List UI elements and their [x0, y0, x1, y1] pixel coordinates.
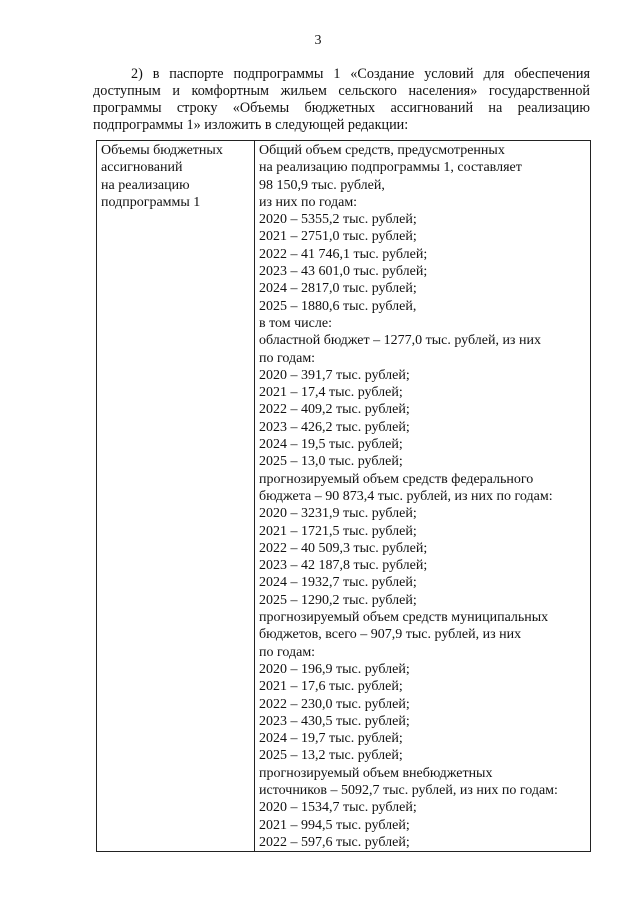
value-line: 2021 – 17,6 тыс. рублей; — [259, 679, 403, 695]
value-line: 2023 – 42 187,8 тыс. рублей; — [259, 558, 428, 574]
value-line: 2023 – 426,2 тыс. рублей; — [259, 419, 410, 435]
value-line: из них по годам: — [259, 194, 358, 210]
row-label-cell — [97, 141, 255, 852]
value-line: 2022 – 409,2 тыс. рублей; — [259, 402, 410, 418]
value-line: прогнозируемый объем средств муниципальных — [259, 610, 549, 626]
value-line: 2024 – 2817,0 тыс. рублей; — [259, 281, 417, 297]
value-line: 2024 – 1932,7 тыс. рублей; — [259, 575, 417, 591]
value-line: 2024 – 19,5 тыс. рублей; — [259, 437, 403, 453]
value-line: на реализацию подпрограммы 1, составляет — [259, 160, 522, 176]
value-line: 2022 – 41 746,1 тыс. рублей; — [259, 246, 428, 262]
value-line: 2022 – 40 509,3 тыс. рублей; — [259, 540, 428, 556]
value-line: 2021 – 1721,5 тыс. рублей; — [259, 523, 417, 539]
table-row — [97, 141, 591, 852]
value-line: 2020 – 196,9 тыс. рублей; — [259, 661, 410, 677]
value-line: 2020 – 1534,7 тыс. рублей; — [259, 800, 417, 816]
value-line: 2021 – 2751,0 тыс. рублей; — [259, 229, 417, 245]
page-number: 3 — [314, 33, 322, 48]
value-line: в том числе: — [259, 315, 332, 331]
value-line: 2020 – 391,7 тыс. рублей; — [259, 367, 410, 383]
value-line: прогнозируемый объем внебюджетных — [259, 765, 493, 781]
value-line: по годам: — [259, 644, 316, 660]
intro-paragraph — [93, 66, 590, 134]
value-line: источников – 5092,7 тыс. рублей, из них по годам: — [259, 782, 558, 798]
budget-allocation-table — [96, 140, 591, 852]
value-line: бюджета – 90 873,4 тыс. рублей, из них по годам: — [259, 488, 553, 504]
value-line: 2024 – 19,7 тыс. рублей; — [259, 731, 403, 747]
value-line: Общий объем средств, предусмотренных — [259, 143, 505, 158]
value-line: 98 150,9 тыс. рублей, — [259, 177, 385, 193]
value-line: 2020 – 3231,9 тыс. рублей; — [259, 506, 417, 522]
value-line: 2022 – 597,6 тыс. рублей; — [259, 834, 410, 850]
intro-text: 2) в паспорте подпрограммы 1 «Создание условий для обеспечения доступным и комфортным жильем сельского населения» государственной программы строку «Объемы бюджетных ассигнований на реализацию подпрограммы 1» изложить в следующей редакции: — [93, 66, 590, 133]
label-line: ассигнований — [101, 160, 183, 176]
label-line: подпрограммы 1 — [101, 194, 201, 210]
value-line: 2022 – 230,0 тыс. рублей; — [259, 696, 410, 712]
row-value-cell — [255, 141, 591, 852]
value-line: 2023 – 430,5 тыс. рублей; — [259, 713, 410, 729]
value-line: бюджетов, всего – 907,9 тыс. рублей, из них — [259, 627, 522, 643]
value-line: 2025 – 1880,6 тыс. рублей, — [259, 298, 417, 314]
value-line: 2021 – 994,5 тыс. рублей; — [259, 817, 410, 833]
value-line: 2025 – 13,2 тыс. рублей; — [259, 748, 403, 764]
value-line: 2023 – 43 601,0 тыс. рублей; — [259, 264, 428, 280]
value-line: областной бюджет – 1277,0 тыс. рублей, из них — [259, 333, 541, 349]
value-line: прогнозируемый объем средств федерального — [259, 471, 534, 487]
value-line: 2025 – 13,0 тыс. рублей; — [259, 454, 403, 470]
value-line: 2021 – 17,4 тыс. рублей; — [259, 385, 403, 401]
label-line: Объемы бюджетных — [101, 143, 223, 158]
label-line: на реализацию — [101, 177, 190, 193]
value-line: 2025 – 1290,2 тыс. рублей; — [259, 592, 417, 608]
value-line: по годам: — [259, 350, 316, 366]
value-line: 2020 – 5355,2 тыс. рублей; — [259, 212, 417, 228]
